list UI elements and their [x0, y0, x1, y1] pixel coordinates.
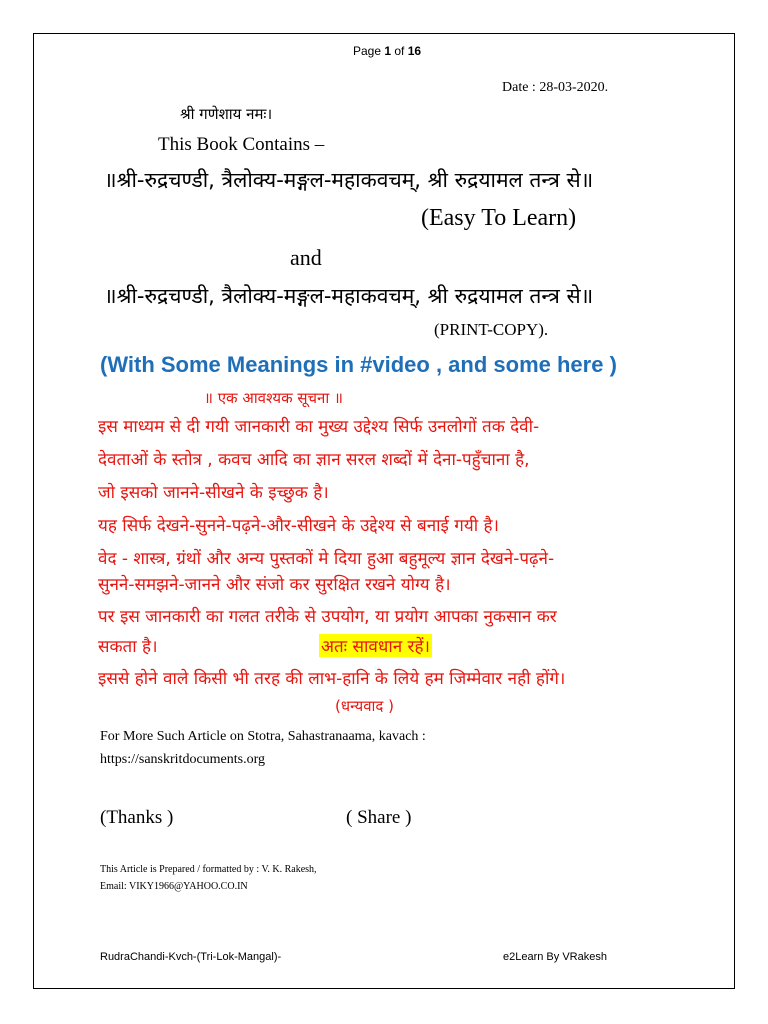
- page-number: [353, 44, 421, 58]
- footer-right: e2Learn By VRakesh: [503, 951, 607, 963]
- title-line-2: ॥श्री-रुद्रचण्डी, त्रैलोक्य-मङ्गल-महाकवचम्, श्री रुद्रयामल तन्त्र से॥: [104, 284, 594, 308]
- page-current: 1: [384, 44, 392, 58]
- notice-heading: ॥ एक आवश्यक सूचना ॥: [204, 389, 343, 407]
- prepared-by-text: This Article is Prepared / formatted by : V. K. Rakesh,: [100, 864, 317, 875]
- thanks-hindi: (धन्यवाद ): [335, 697, 395, 715]
- title-line-1: ॥श्री-रुद्रचण्डी, त्रैलोक्य-मङ्गल-महाकवचम्, श्री रुद्रयामल तन्त्र से॥: [104, 168, 594, 192]
- caution-highlight: अतः सावधान रहें।: [319, 634, 432, 657]
- more-articles-text: For More Such Article on Stotra, Sahastranaama, kavach :: [100, 729, 426, 744]
- thanks-label: (Thanks ): [100, 807, 174, 828]
- and-label: and: [290, 245, 322, 270]
- print-copy-label: (PRINT-COPY).: [434, 320, 549, 339]
- meanings-heading: (With Some Meanings in #video , and some here ): [100, 352, 617, 377]
- notice-line-6: सुनने-समझने-जानने और संजो कर सुरक्षित रखने योग्य है।: [98, 575, 451, 595]
- notice-line-4: यह सिर्फ देखने-सुनने-पढ़ने-और-सीखने के उद्देश्य से बनाई गयी है।: [98, 516, 500, 536]
- notice-line-7: पर इस जानकारी का गलत तरीके से उपयोग, या प्रयोग आपका नुकसान कर: [98, 607, 557, 627]
- invocation-text: श्री गणेशाय नमः।: [180, 105, 273, 123]
- email-text: Email: VIKY1966@YAHOO.CO.IN: [100, 881, 248, 892]
- footer-left: RudraChandi-Kvch-(Tri-Lok-Mangal)-: [100, 951, 282, 963]
- notice-line-8: सकता है।: [98, 637, 158, 657]
- easy-to-learn-label: (Easy To Learn): [421, 205, 577, 231]
- notice-line-2: देवताओं के स्तोत्र , कवच आदि का ज्ञान सरल शब्दों में देना-पहुँचाना है,: [98, 450, 530, 470]
- website-link[interactable]: https://sanskritdocuments.org: [100, 752, 266, 767]
- book-contains-label: This Book Contains –: [158, 134, 325, 155]
- notice-line-3: जो इसको जानने-सीखने के इच्छुक है।: [98, 483, 329, 503]
- notice-line-5: वेद - शास्त्र, ग्रंथों और अन्य पुस्तकों मे दिया हुआ बहुमूल्य ज्ञान देखने-पढ़ने-: [98, 549, 555, 569]
- notice-line-1: इस माध्यम से दी गयी जानकारी का मुख्य उद्देश्य सिर्फ उनलोगों तक देवी-: [98, 417, 540, 437]
- share-label: ( Share ): [346, 807, 412, 828]
- page-total: 16: [407, 44, 422, 58]
- page-label: Page: [353, 44, 385, 58]
- page-of: of: [391, 44, 408, 58]
- document-date: Date : 28-03-2020.: [502, 80, 609, 95]
- notice-line-10: इससे होने वाले किसी भी तरह की लाभ-हानि के लिये हम जिम्मेवार नही होंगे।: [98, 669, 566, 689]
